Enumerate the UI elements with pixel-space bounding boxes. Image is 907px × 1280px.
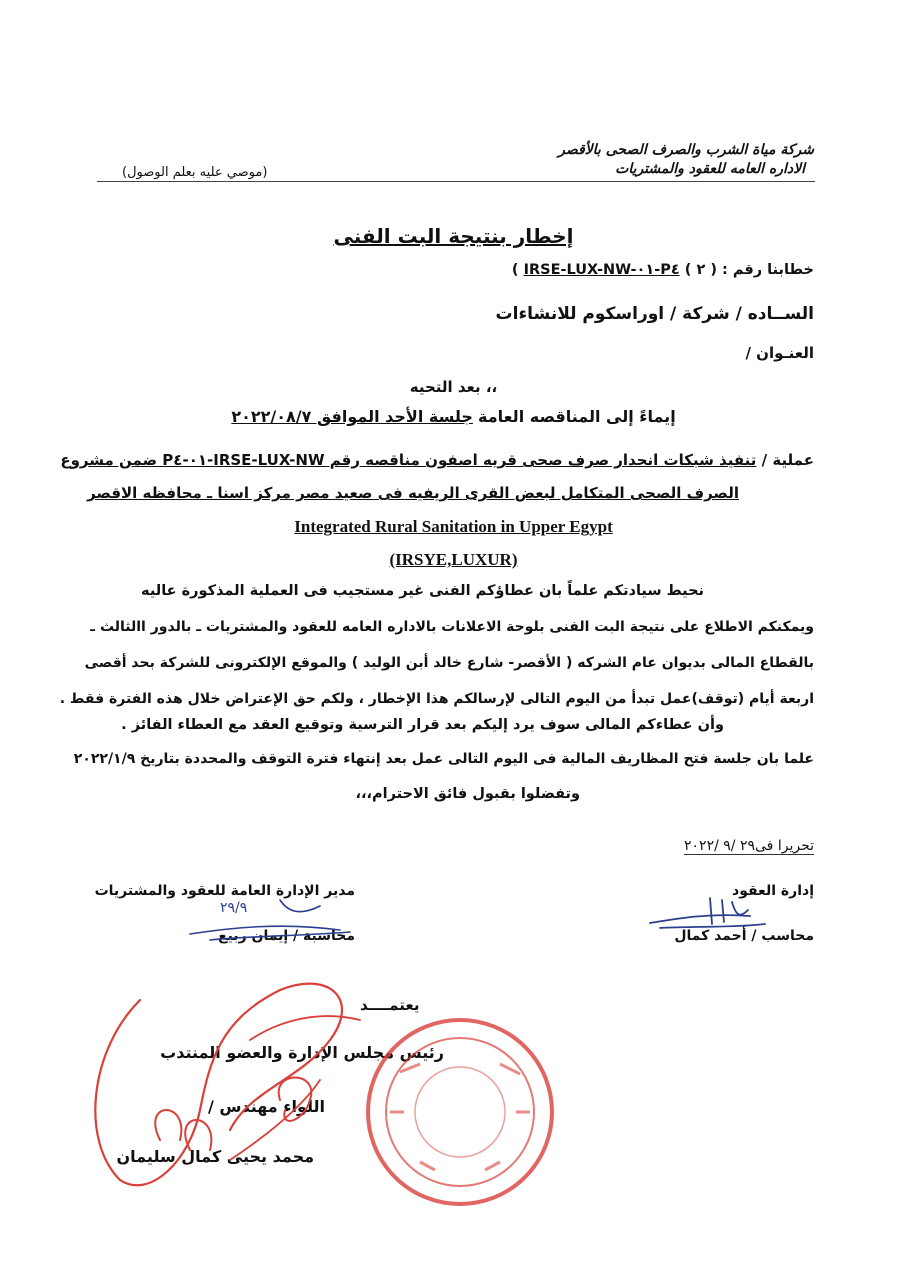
chairman-signature <box>80 960 410 1210</box>
body-line-7: وتفضلوا بقبول فائق الاحترام،،، <box>355 786 580 802</box>
handwritten-date: ٢٩/٩ <box>220 900 248 916</box>
operation-prefix: عملية / <box>761 451 814 469</box>
greeting: بعد التحيه ،، <box>409 378 498 396</box>
contracts-person: محاسب / أحمد كمال <box>674 928 814 944</box>
registered-note: (موصي عليه بعلم الوصول) <box>122 165 268 180</box>
operation-title: تنفيذ شبكات انحدار صرف صحى قريه اصفون مناقصه رقم IRSE-LUX-NW-٠١-P٤ ضمن مشروع <box>60 451 757 469</box>
contracts-dept: إدارة العقود <box>732 883 814 899</box>
recipient-address: العنـوان / <box>745 344 814 362</box>
body-line-3: بالقطاع المالى بديوان عام الشركه ( الأقصر- شارع خالد أبن الوليد ) والموقع الإلكترونى للشركة بحد أقصى <box>84 655 814 671</box>
body-line-4: اربعة أيام (توقف)عمل تبدأ من اليوم التالى لإرسالكم هذا الإخطار ، ولكم حق الإعتراض خلال هذه الفترة فقط . <box>59 691 814 707</box>
chairman-name: محمد يحيى كمال سليمان <box>116 1147 314 1166</box>
page-title: إخطار بنتيجة البت الفنى <box>333 224 574 248</box>
approved-label: يعتمــــد <box>360 996 420 1014</box>
operation-line-2: الصرف الصحى المتكامل لبعض القرى الريفيه فى صعيد مصر مركز اسنا ـ محافظه الاقصر <box>87 484 739 502</box>
letter-ref-suffix: ) <box>511 262 519 278</box>
project-code-en: (IRSYE,LUXUR) <box>389 550 518 569</box>
letter-ref-prefix: خطابنا رقم : ( ٢ ) <box>684 262 814 278</box>
chairman-rank: اللواء مهندس / <box>207 1097 325 1116</box>
chairman-title: رئيس مجلس الإدارة والعضو المنتدب <box>160 1043 444 1062</box>
date-line: تحريرا فى٢٩ /٩ /٢٠٢٢ <box>684 838 814 854</box>
body-line-1: نحيط سيادتكم علماً بان عطاؤكم الفنى غير مستجيب فى العملية المذكورة عاليه <box>141 583 704 599</box>
gm-signature <box>180 892 360 947</box>
project-name-en: Integrated Rural Sanitation in Upper Egypt <box>294 517 613 536</box>
reference-line <box>0 407 907 426</box>
letter-ref <box>512 262 814 278</box>
department-name: الاداره العامه للعقود والمشتريات <box>615 161 805 177</box>
body-line-2: ويمكنكم الاطلاع على نتيجة البت الفنى بلوحة الاعلانات بالاداره العامه للعقود والمشتريات ـ بالدور االثالث ـ <box>90 619 814 635</box>
session-date: جلسة الأحد الموافق ٢٠٢٢/٠٨/٧ <box>231 407 473 426</box>
reference-pre: إيماءً إلى المناقصه العامة <box>478 407 676 426</box>
company-name: شركة مياة الشرب والصرف الصحى بالأقصر <box>558 142 814 158</box>
gm-person: محاسبة / إيمان ربيع <box>218 928 355 944</box>
recipient-to: الســاده / شركة / اوراسكوم للانشاءات <box>495 304 814 324</box>
header-divider <box>97 181 815 182</box>
body-line-6: علما بان جلسة فتح المظاريف المالية فى اليوم التالى عمل بعد إنتهاء فترة التوقف والمحددة بتاريخ ٢٠٢٢/١/٩ <box>73 751 814 767</box>
contracts-signature <box>640 888 770 938</box>
gm-title: مدير الإدارة العامة للعقود والمشتريات <box>94 883 355 899</box>
operation-line-1 <box>60 451 814 469</box>
body-line-5: وأن عطاءكم المالى سوف يرد إليكم بعد قرار الترسية وتوقيع العقد مع العطاء الفائز . <box>121 717 724 733</box>
letter-ref-code: IRSE-LUX-NW-٠١-P٤ <box>523 262 680 278</box>
